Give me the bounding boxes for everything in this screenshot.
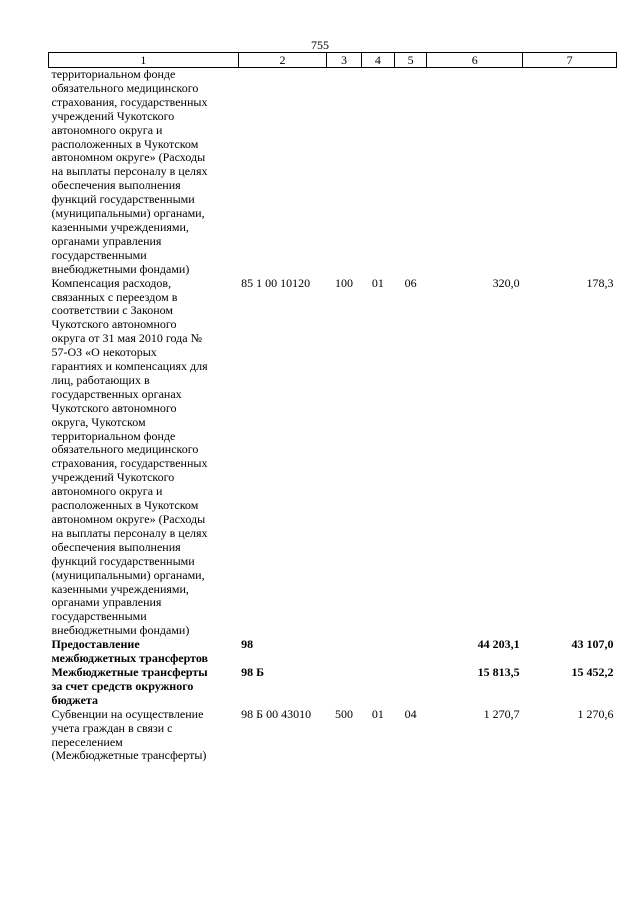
row-amount-cell: 178,3 — [586, 275, 614, 290]
row-name-cell: Предоставление межбюджетных трансфертов — [51, 637, 209, 666]
page-number: 755 — [311, 38, 329, 52]
row-amount-cell: 1 270,7 — [483, 706, 520, 721]
row-expense-type-cell — [327, 638, 361, 666]
table-row — [49, 68, 617, 277]
row-amount-cell: 43 107,0 — [571, 637, 614, 652]
row-code-cell: 98 Б — [241, 664, 265, 679]
row-subsection-cell — [394, 666, 426, 708]
table-row — [49, 277, 617, 639]
row-subsection-cell: 04 — [404, 706, 417, 721]
table-row — [49, 638, 617, 666]
table-row — [49, 708, 617, 764]
row-subsection-cell — [394, 638, 426, 666]
row-section-cell — [361, 638, 394, 666]
row-name-cell: территориальном фонде обязательного медицинского страхования, государственных учреждений Чукотского автономного округа и расположенных в Чукотском автономном округе» (Расходы на выплаты персоналу в целях обеспечения выполнения функций государственными (муниципальными) органами, казенными учреждениями, органами управления государственными внебюджетными фондами) — [51, 67, 208, 276]
column-header: 7 — [523, 53, 617, 68]
table-row — [49, 666, 617, 708]
row-expense-type-cell: 100 — [334, 275, 353, 290]
row-name-cell: Межбюджетные трансферты за счет средств окружного бюджета — [51, 664, 208, 707]
row-subsection-cell: 06 — [404, 275, 417, 290]
column-header: 3 — [327, 53, 361, 68]
row-section-cell — [361, 666, 394, 708]
column-header: 5 — [394, 53, 426, 68]
row-expense-type-cell — [327, 666, 361, 708]
row-section-cell — [361, 68, 394, 277]
column-header: 6 — [427, 53, 523, 68]
row-name-cell: Субвенции на осуществление учета граждан в связи с переселением (Межбюджетные трансферты) — [51, 706, 207, 763]
table-header-row — [49, 53, 617, 68]
row-amount-cell: 1 270,6 — [577, 706, 614, 721]
column-header: 2 — [238, 53, 327, 68]
row-subsection-cell — [394, 68, 426, 277]
row-section-cell: 01 — [371, 706, 384, 721]
row-amount-cell: 44 203,1 — [477, 637, 520, 652]
column-header: 4 — [361, 53, 394, 68]
row-section-cell: 01 — [371, 275, 384, 290]
column-header: 1 — [49, 53, 239, 68]
row-amount-cell: 15 813,5 — [477, 664, 520, 679]
row-code-cell: 98 Б 00 43010 — [241, 706, 312, 721]
row-amount-cell: 15 452,2 — [571, 664, 614, 679]
table-body — [49, 68, 617, 764]
row-code-cell: 98 — [241, 637, 254, 652]
row-expense-type-cell — [327, 68, 361, 277]
row-amount-cell — [523, 68, 617, 277]
row-amount-cell — [427, 68, 523, 277]
budget-table — [48, 52, 617, 763]
row-code-cell — [238, 68, 327, 277]
row-code-cell: 85 1 00 10120 — [241, 275, 311, 290]
row-name-cell: Компенсация расходов, связанных с переездом в соответствии с Законом Чукотского автономного округа от 31 мая 2010 года № 57-ОЗ «О некоторых гарантиях и компенсациях для лиц, работающих в государственных органах Чукотского автономного округа, Чукотском территориальном фонде обязательного медицинского страхования, государственных учреждений Чукотского автономного округа и расположенных в Чукотском автономном округе» (Расходы на выплаты персоналу в целях обеспечения выполнения функций государственными (муниципальными) органами, казенными учреждениями, органами управления государственными внебюджетными фондами) — [51, 275, 208, 638]
row-amount-cell: 320,0 — [492, 275, 520, 290]
row-expense-type-cell: 500 — [334, 706, 353, 721]
